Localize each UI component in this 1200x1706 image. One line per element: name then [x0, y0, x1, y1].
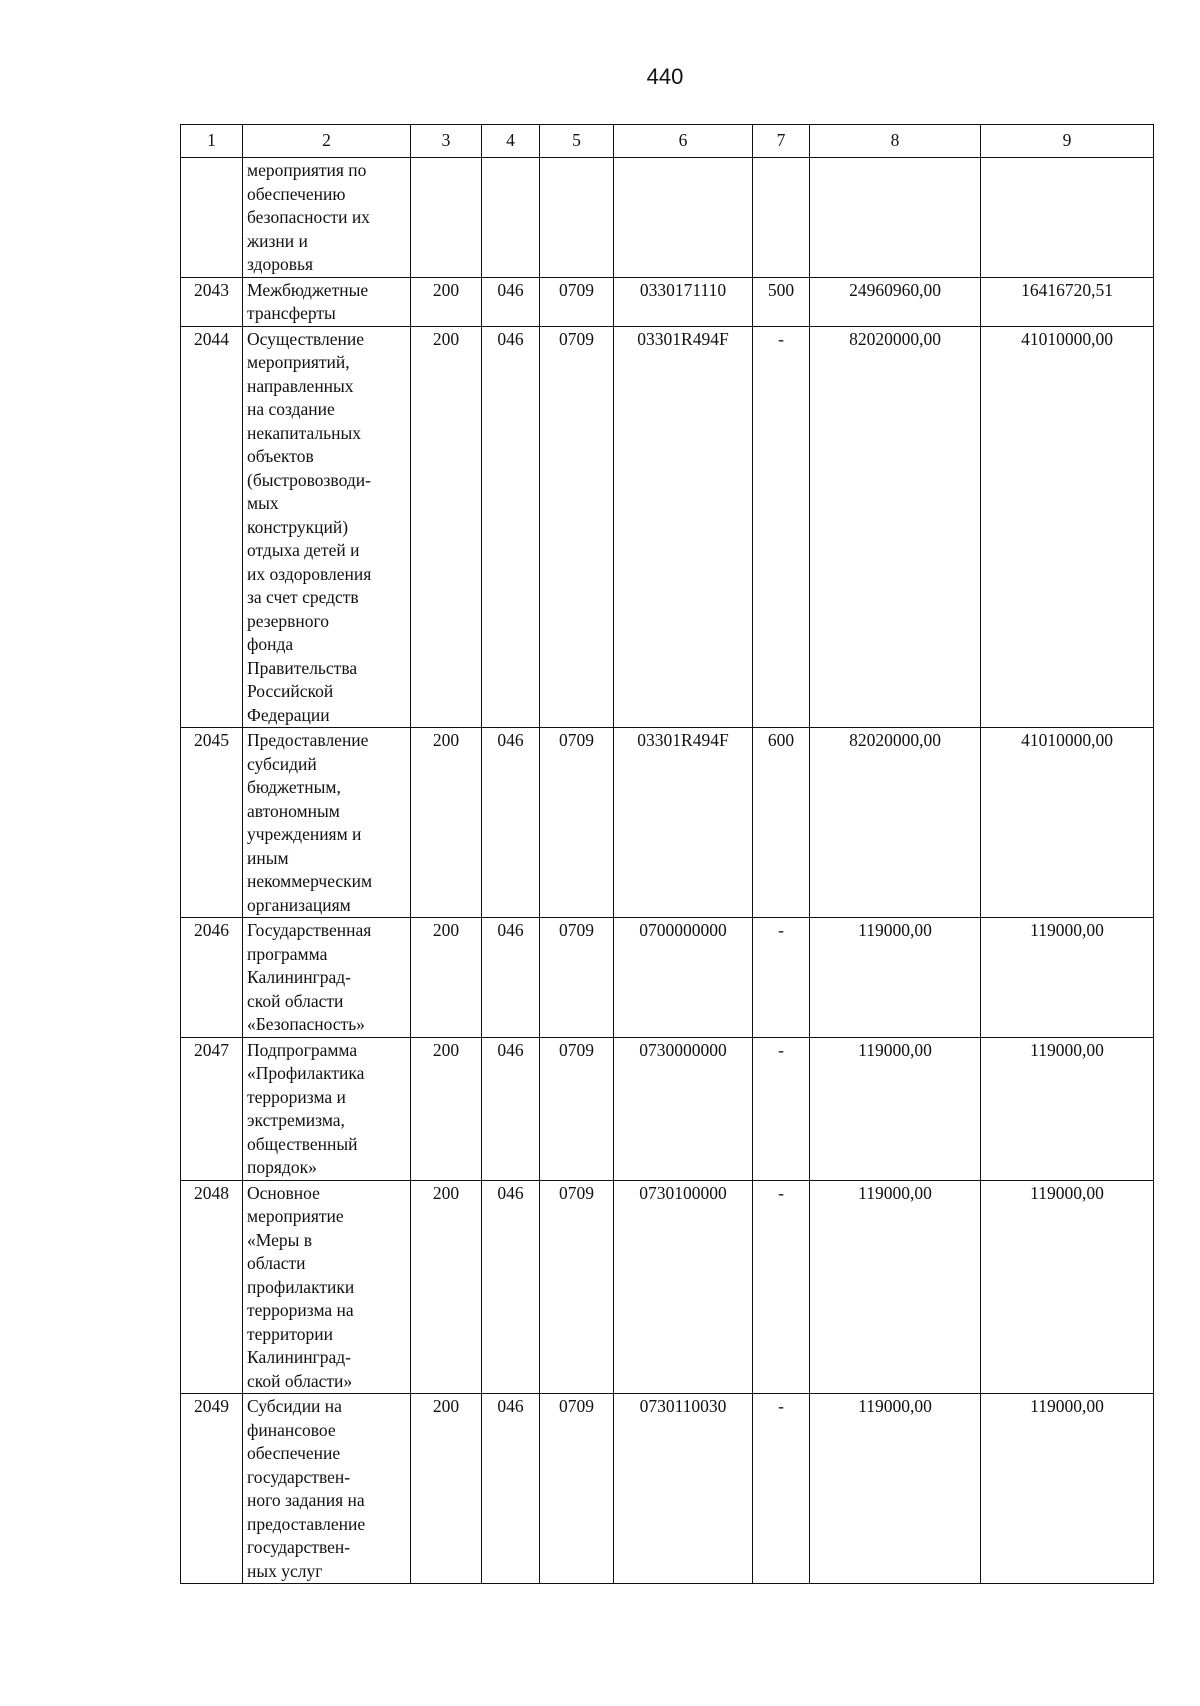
section-cell: 0709 [540, 1394, 614, 1584]
amount-cell: 119000,00 [810, 1394, 981, 1584]
amount-cell: 119000,00 [810, 1037, 981, 1180]
section-cell: 0709 [540, 326, 614, 728]
row-number-cell: 2047 [181, 1037, 243, 1180]
budget-table [180, 124, 1154, 1584]
department-cell: 046 [482, 277, 540, 326]
code-cell: 200 [411, 918, 482, 1038]
department-cell: 046 [482, 326, 540, 728]
department-cell [482, 158, 540, 278]
section-cell: 0709 [540, 728, 614, 918]
amount-cell [981, 158, 1154, 278]
page-number: 440 [646, 64, 684, 89]
expense-type-cell: - [753, 1180, 810, 1394]
target-article-cell [614, 158, 753, 278]
code-cell: 200 [411, 1180, 482, 1394]
department-cell: 046 [482, 728, 540, 918]
row-number-cell: 2049 [181, 1394, 243, 1584]
column-header: 4 [482, 125, 540, 158]
code-cell: 200 [411, 1394, 482, 1584]
code-cell: 200 [411, 326, 482, 728]
amount-cell: 16416720,51 [981, 277, 1154, 326]
row-number-cell: 2048 [181, 1180, 243, 1394]
expense-type-cell: - [753, 918, 810, 1038]
amount-cell: 82020000,00 [810, 728, 981, 918]
department-cell: 046 [482, 1180, 540, 1394]
header-row [181, 125, 1154, 158]
amount-cell: 119000,00 [981, 1037, 1154, 1180]
table-row [181, 326, 1154, 728]
column-header: 6 [614, 125, 753, 158]
item-name-cell: Субсидии на финансовое обеспечение государствен- ного задания на предоставление государствен- ных услуг [243, 1394, 411, 1584]
row-number-cell: 2046 [181, 918, 243, 1038]
amount-cell: 119000,00 [810, 918, 981, 1038]
amount-cell: 24960960,00 [810, 277, 981, 326]
item-name-cell: Основное мероприятие «Меры в области профилактики терроризма на территории Калининград- ской области» [243, 1180, 411, 1394]
expense-type-cell: 500 [753, 277, 810, 326]
expense-type-cell: - [753, 326, 810, 728]
amount-cell: 119000,00 [981, 918, 1154, 1038]
target-article-cell: 0730110030 [614, 1394, 753, 1584]
row-number-cell: 2043 [181, 277, 243, 326]
item-name-cell: Подпрограмма «Профилактика терроризма и экстремизма, общественный порядок» [243, 1037, 411, 1180]
department-cell: 046 [482, 918, 540, 1038]
section-cell: 0709 [540, 277, 614, 326]
column-header: 8 [810, 125, 981, 158]
amount-cell [810, 158, 981, 278]
code-cell: 200 [411, 1037, 482, 1180]
table-row [181, 728, 1154, 918]
item-name-cell: Предоставление субсидий бюджетным, автономным учреждениям и иным некоммерческим организациям [243, 728, 411, 918]
section-cell [540, 158, 614, 278]
target-article-cell: 03301R494F [614, 728, 753, 918]
table-row [181, 1037, 1154, 1180]
table-row [181, 1180, 1154, 1394]
target-article-cell: 0700000000 [614, 918, 753, 1038]
column-header: 2 [243, 125, 411, 158]
amount-cell: 119000,00 [981, 1394, 1154, 1584]
expense-type-cell: - [753, 1394, 810, 1584]
section-cell: 0709 [540, 1180, 614, 1394]
row-number-cell: 2045 [181, 728, 243, 918]
expense-type-cell: - [753, 1037, 810, 1180]
expense-type-cell: 600 [753, 728, 810, 918]
code-cell [411, 158, 482, 278]
column-header: 7 [753, 125, 810, 158]
item-name-cell: Осуществление мероприятий, направленных на создание некапитальных объектов (быстровозводи- мых конструкций) отдыха детей и их оздоровления за счет средств резервного фонда Правительства Российской Федерации [243, 326, 411, 728]
amount-cell: 119000,00 [981, 1180, 1154, 1394]
code-cell: 200 [411, 277, 482, 326]
department-cell: 046 [482, 1394, 540, 1584]
amount-cell: 119000,00 [810, 1180, 981, 1394]
code-cell: 200 [411, 728, 482, 918]
target-article-cell: 0730000000 [614, 1037, 753, 1180]
target-article-cell: 0730100000 [614, 1180, 753, 1394]
amount-cell: 41010000,00 [981, 326, 1154, 728]
column-header: 9 [981, 125, 1154, 158]
column-header: 5 [540, 125, 614, 158]
item-name-cell: мероприятия по обеспечению безопасности их жизни и здоровья [243, 158, 411, 278]
table-row [181, 158, 1154, 278]
item-name-cell: Государственная программа Калининград- ской области «Безопасность» [243, 918, 411, 1038]
department-cell: 046 [482, 1037, 540, 1180]
table-row [181, 277, 1154, 326]
column-header: 1 [181, 125, 243, 158]
column-header: 3 [411, 125, 482, 158]
row-number-cell [181, 158, 243, 278]
amount-cell: 82020000,00 [810, 326, 981, 728]
section-cell: 0709 [540, 1037, 614, 1180]
target-article-cell: 0330171110 [614, 277, 753, 326]
amount-cell: 41010000,00 [981, 728, 1154, 918]
target-article-cell: 03301R494F [614, 326, 753, 728]
row-number-cell: 2044 [181, 326, 243, 728]
table-row [181, 918, 1154, 1038]
item-name-cell: Межбюджетные трансферты [243, 277, 411, 326]
expense-type-cell [753, 158, 810, 278]
section-cell: 0709 [540, 918, 614, 1038]
table-row [181, 1394, 1154, 1584]
